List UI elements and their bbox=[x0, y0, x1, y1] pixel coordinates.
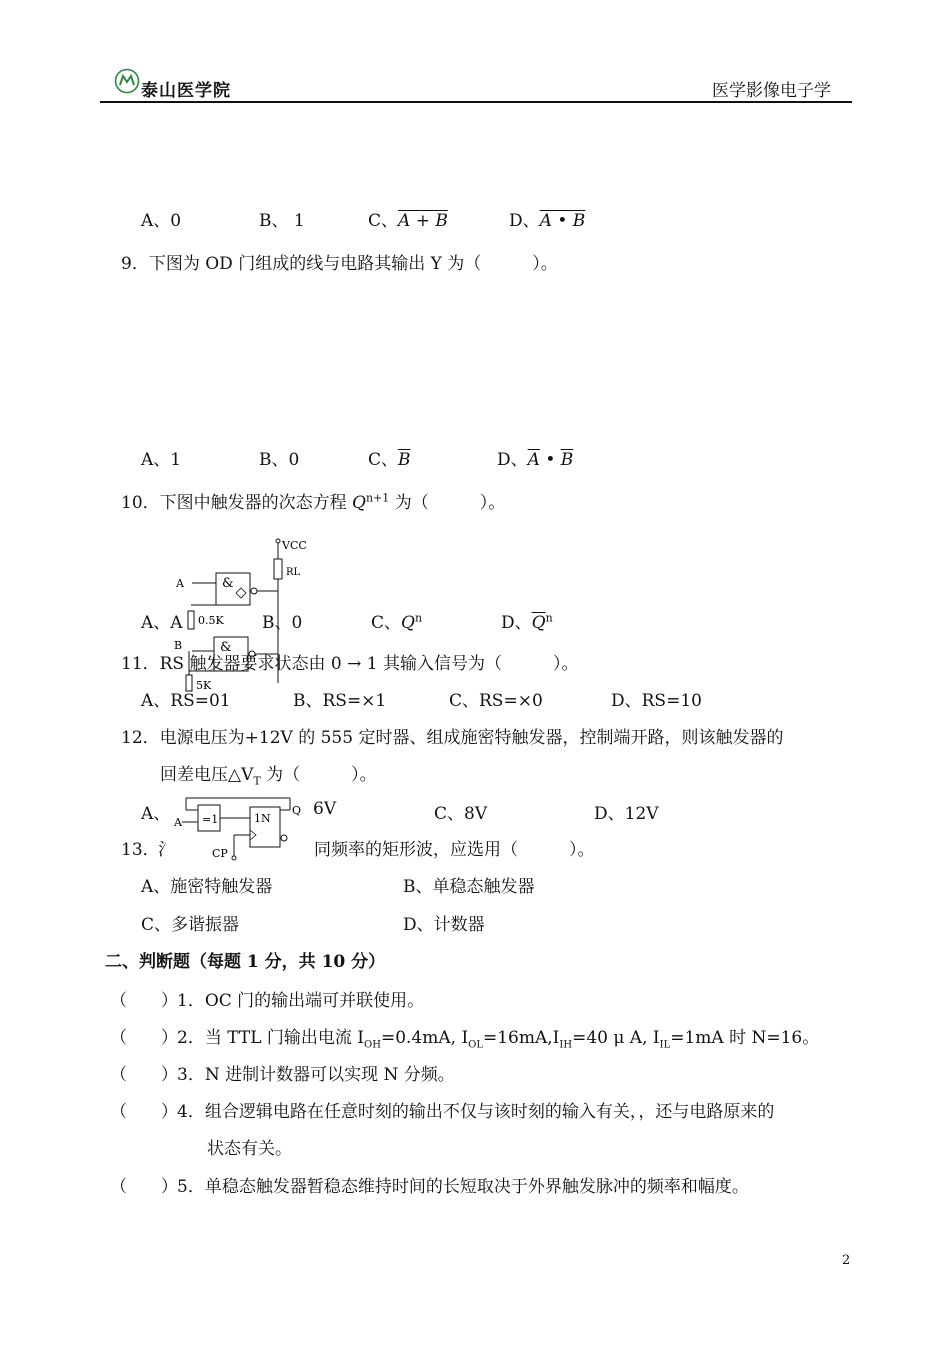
header-rule bbox=[100, 101, 852, 103]
q13-option-c: C、多谐振器 bbox=[141, 915, 240, 935]
q13-option-a: A、施密特触发器 bbox=[141, 877, 273, 897]
course-title: 医学影像电子学 bbox=[712, 81, 831, 101]
q10-stem: 10．下图中触发器的次态方程 $Q^{n+1}$ 为（ ）。 bbox=[121, 491, 506, 513]
q10-option-d: D、$\overline{Q}^n$ bbox=[501, 611, 553, 633]
circuit2-output-q: Q bbox=[292, 804, 302, 817]
q11-option-a: A、RS=01 bbox=[141, 691, 231, 711]
tf-answer-blank[interactable]: （ ） bbox=[110, 1065, 178, 1085]
tf-answer-blank[interactable]: （ ） bbox=[110, 1177, 178, 1197]
q12-option-b: 6V bbox=[313, 799, 337, 819]
tf-item-text: 2．当 TTL 门输出电流 $I_{OH}=0.4mA$, $I_{OL}=16mA,I_{IH}=40$ μ A, $I_{IL}=1mA$ 时 N=16。 bbox=[177, 1028, 820, 1051]
q12-option-a: A、 bbox=[141, 804, 171, 824]
q12-stem-line2: 回差电压$\triangle V_T$ 为（ ）。 bbox=[160, 765, 377, 788]
q11-option-b: B、RS=×1 bbox=[293, 691, 387, 711]
q9-option-d: D、$\overline{A}$ • $\overline{B}$ bbox=[497, 450, 574, 470]
q8-option-b: B、 1 bbox=[259, 211, 305, 231]
q11-option-c: C、RS=×0 bbox=[449, 691, 543, 711]
q13-option-b: B、单稳态触发器 bbox=[403, 877, 535, 897]
school-name: 泰山医学院 bbox=[141, 81, 231, 101]
tf-answer-blank[interactable]: （ ） bbox=[110, 1102, 178, 1122]
q9-option-b: B、0 bbox=[259, 450, 300, 470]
circuit1-gate2-label: & bbox=[220, 640, 232, 655]
school-logo-icon bbox=[114, 68, 140, 94]
circuit2-clock-label: CP bbox=[212, 847, 228, 860]
q9-option-a: A、1 bbox=[141, 450, 182, 470]
circuit2-ff-label: 1N bbox=[254, 812, 271, 825]
q11-stem: 11．RS 触发器要求状态由 0 → 1 其输入信号为（ ）。 bbox=[121, 654, 579, 674]
circuit1-input-a: A bbox=[176, 577, 184, 590]
circuit-diagram-q13 bbox=[168, 790, 313, 865]
circuit1-gate1-label: & bbox=[222, 576, 234, 591]
tf-item-text: 4．组合逻辑电路在任意时刻的输出不仅与该时刻的输入有关，，还与电路原来的 bbox=[177, 1102, 775, 1122]
q13-stem-fragment: 氵 bbox=[158, 840, 175, 860]
circuit1-rl-label: RL bbox=[286, 567, 301, 578]
tf-item-text: 5．单稳态触发器暂稳态维持时间的长短取决于外界触发脉冲的频率和幅度。 bbox=[177, 1177, 749, 1197]
tf-answer-blank[interactable]: （ ） bbox=[110, 1028, 178, 1048]
q13-stem: 同频率的矩形波，应选用（ ）。 bbox=[314, 840, 595, 860]
tf-item-text: 3．N 进制计数器可以实现 N 分频。 bbox=[177, 1065, 455, 1085]
q12-option-d: D、12V bbox=[594, 804, 659, 824]
q10-option-b: B、0 bbox=[262, 613, 303, 633]
q8-option-a: A、0 bbox=[141, 211, 182, 231]
q10-option-c: C、$Q^n$ bbox=[371, 611, 423, 633]
q8-option-c: C、A + B bbox=[368, 211, 448, 231]
q11-option-d: D、RS=10 bbox=[611, 691, 702, 711]
circuit1-r2-label: 5K bbox=[196, 679, 212, 692]
q13-option-d: D、计数器 bbox=[403, 915, 485, 935]
page-number: 2 bbox=[842, 1253, 851, 1268]
circuit2-input-a: A bbox=[174, 816, 182, 829]
circuit1-r1-label: 0.5K bbox=[198, 614, 224, 627]
q9-stem: 9．下图为 OD 门组成的线与电路其输出 Y 为（ ）。 bbox=[121, 254, 558, 274]
q12-option-c: C、8V bbox=[434, 804, 488, 824]
tf-item-text-continued: 状态有关。 bbox=[207, 1139, 292, 1159]
q13-stem-number: 13． bbox=[121, 840, 160, 860]
q8-option-d: D、A • B bbox=[509, 211, 586, 231]
tf-answer-blank[interactable]: （ ） bbox=[110, 991, 178, 1011]
circuit1-input-b: B bbox=[174, 639, 183, 652]
circuit2-xor-label: =1 bbox=[202, 813, 219, 826]
circuit1-vcc-label: VCC bbox=[282, 539, 307, 552]
q10-option-a: A、A bbox=[141, 613, 183, 633]
tf-item-text: 1．OC 门的输出端可并联使用。 bbox=[177, 991, 425, 1011]
section2-title: 二、判断题（每题 1 分，共 10 分） bbox=[105, 952, 386, 972]
q12-stem-line1: 12．电源电压为+12V 的 555 定时器、组成施密特触发器，控制端开路，则该触发器的 bbox=[121, 728, 784, 748]
q9-option-c: C、$\overline{B}$ bbox=[368, 450, 411, 470]
